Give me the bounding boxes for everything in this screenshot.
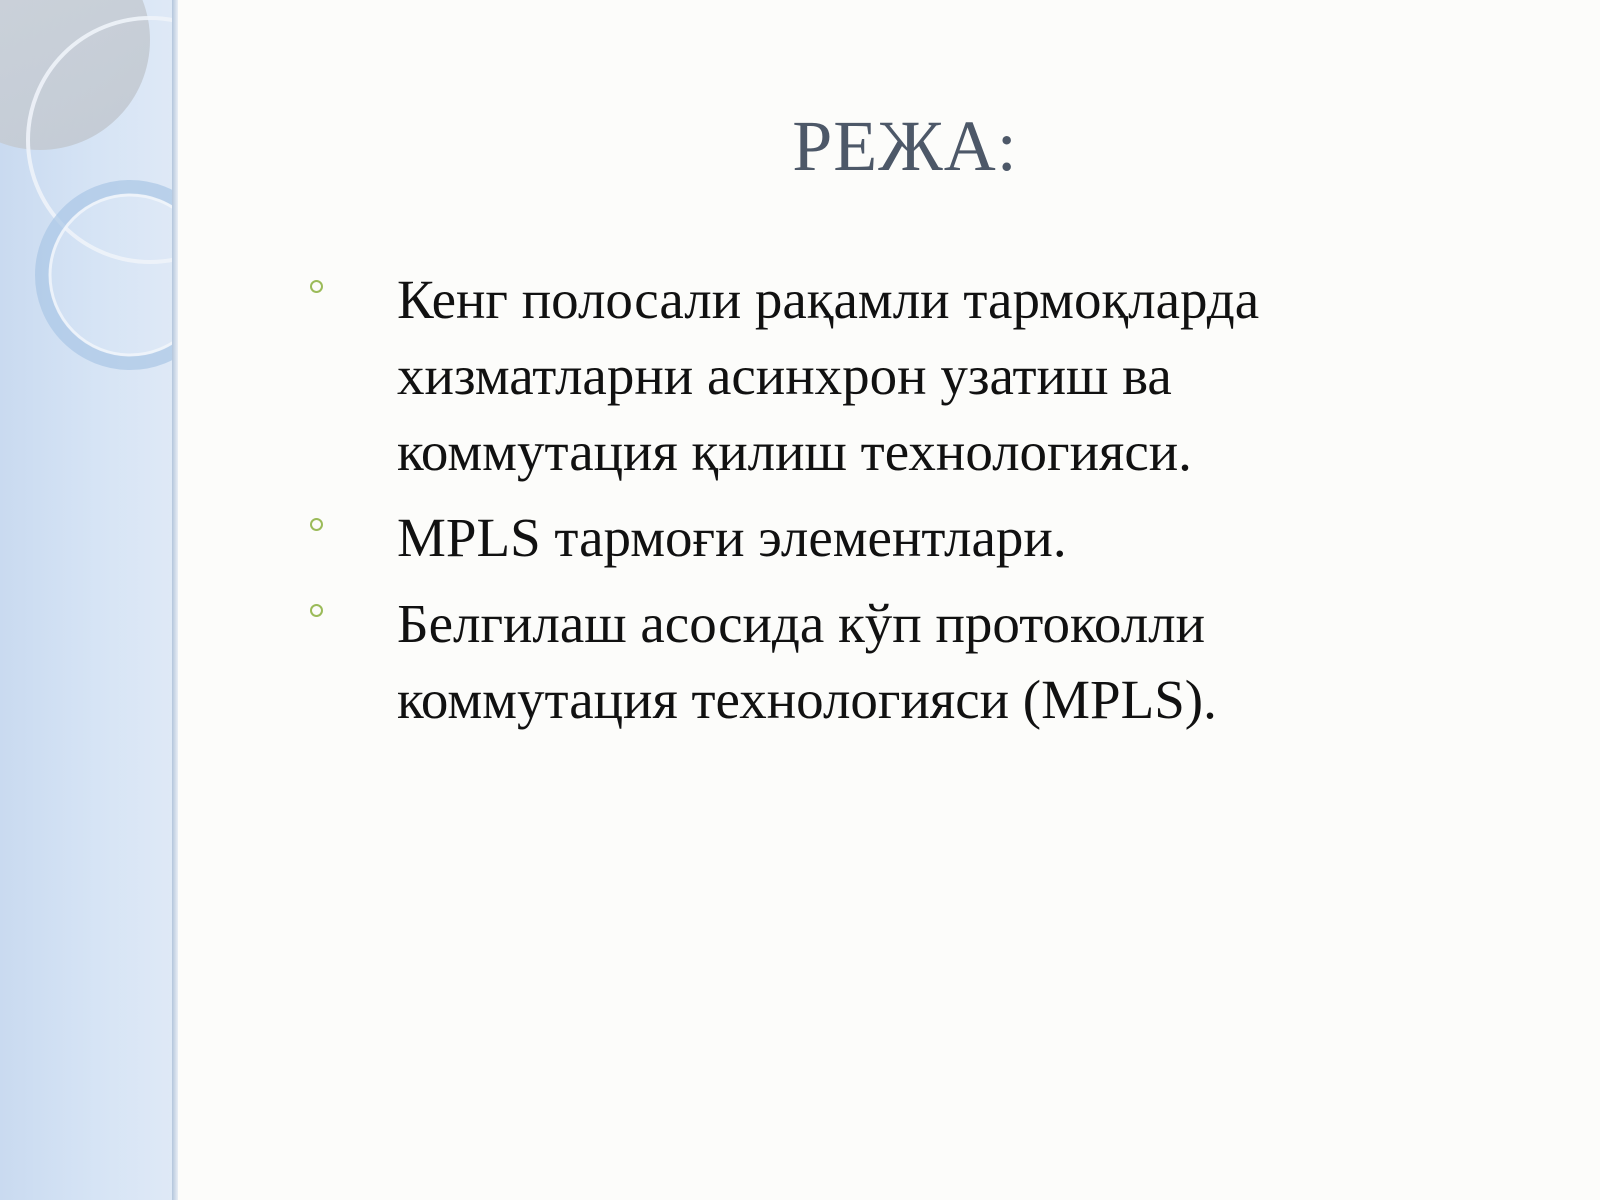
side-band-edge <box>172 0 178 1200</box>
bullet-item <box>310 500 1440 576</box>
decorative-circles-graphic <box>0 0 176 1200</box>
bullet-text: Белгилаш асосида кўп протоколли коммутация технологияси (MPLS). <box>397 593 1217 730</box>
bullet-list <box>310 262 1440 748</box>
bullet-item <box>310 262 1440 490</box>
hollow-circle-bullet-icon <box>310 604 323 617</box>
slide-title: РЕЖА: <box>792 106 1018 186</box>
bullet-item <box>310 586 1440 738</box>
hollow-circle-bullet-icon <box>310 280 323 293</box>
hollow-circle-bullet-icon <box>310 518 323 531</box>
bullet-text: Кенг полосали рақамли тармоқларда хизматларни асинхрон узатиш ва коммутация қилиш технологияси. <box>397 269 1260 482</box>
bullet-text: MPLS тармоғи элементлари. <box>397 507 1067 568</box>
decorative-side-band <box>0 0 176 1200</box>
